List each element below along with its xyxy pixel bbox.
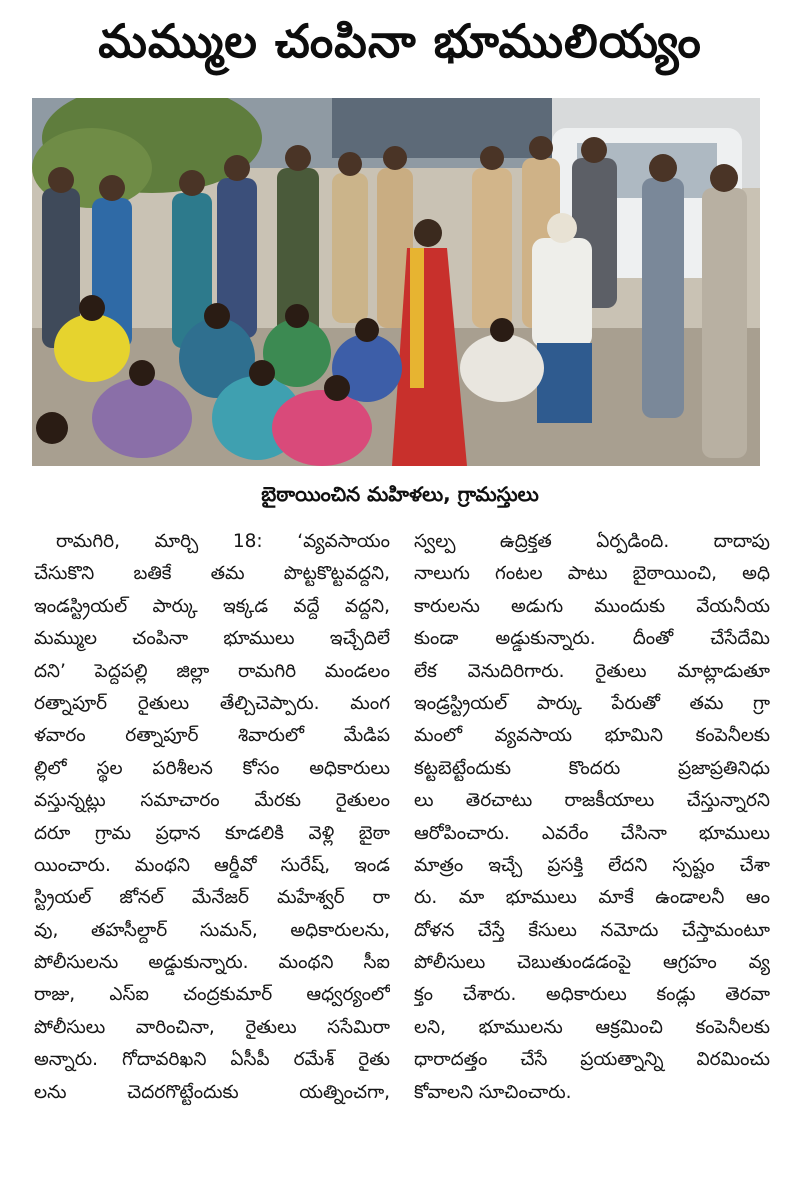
article-line: వు, తహసీల్దార్ సుమన్, అధికారులను,: [34, 919, 390, 941]
article-column-2: [414, 526, 770, 1109]
article-line: ఇండ్రస్ట్రియల్ పార్కు పేరుతో తమ గ్రా: [414, 692, 770, 714]
article-line: క్తం చేశారు. అధికారులు కండ్లు తెరవా: [414, 984, 770, 1006]
article-line: కట్టబెట్టేందుకు కొందరు ప్రజాప్రతినిధు: [414, 757, 770, 779]
article-line: స్వల్ప ఉద్రిక్తత ఏర్పడింది. దాదాపు: [414, 531, 770, 552]
article-line: రత్నాపూర్ రైతులు తేల్చిచెప్పారు. మంగ: [34, 692, 390, 714]
photo-caption: బైఠాయించిన మహిళలు, గ్రామస్తులు: [261, 481, 539, 506]
article-line: మాత్రం ఇచ్చే ప్రసక్తి లేదని స్పష్టం చేశా: [414, 854, 770, 876]
article-line: దరూ గ్రామ ప్రధాన కూడలికి వెళ్లి బైఠా: [34, 822, 390, 844]
article-line: ధారాదత్తం చేసే ప్రయత్నాన్ని విరమించు: [414, 1049, 770, 1071]
article-line: అన్నారు. గోదావరిఖని ఏసీపీ రమేశ్ రైతు: [34, 1049, 390, 1071]
article-line: పోలీసులు చెబుతుండడంపై ఆగ్రహం వ్య: [414, 952, 770, 974]
article-line: పోలీసులను అడ్డుకున్నారు. మంథని సీఐ: [34, 952, 390, 974]
article-line: లని, భూములను ఆక్రమించి కంపెనీలకు: [414, 1016, 770, 1038]
article-line: లు తెరచాటు రాజకీయాలు చేస్తున్నారని: [414, 790, 770, 812]
article-line: ఆరోపించారు. ఎవరేం చేసినా భూములు: [414, 822, 770, 844]
article-line: దని’ పెద్దపల్లి జిల్లా రామగిరి మండలం: [34, 660, 390, 682]
article-line: మంలో వ్యవసాయ భూమిని కంపెనీలకు: [414, 725, 770, 747]
article-line: దోళన చేస్తే కేసులు నమోదు చేస్తామంటూ: [414, 919, 770, 941]
article-line: ళవారం రత్నాపూర్ శివారులో మేడిప: [34, 725, 390, 747]
article-line: ఇండస్ట్రియల్ పార్కు ఇక్కడ వద్దే వద్దని,: [34, 595, 390, 617]
headline: మమ్ముల చంపినా భూములియ్యం: [98, 14, 702, 68]
article-line: మమ్ముల చంపినా భూములు ఇచ్చేదిలే: [34, 628, 390, 650]
photo-scene: [32, 98, 760, 466]
article-line: వస్తున్నట్లు సమాచారం మేరకు రైతులం: [34, 790, 390, 812]
news-photo: [32, 98, 760, 466]
article-line: యించారు. మంథని ఆర్డీవో సురేష్, ఇండ: [34, 854, 390, 876]
article-line: లేక వెనుదిరిగారు. రైతులు మాట్లాడుతూ: [414, 660, 770, 682]
article-line: రామగిరి, మార్చి 18: ‘వ్యవసాయం: [56, 531, 390, 552]
article-line: రాజు, ఎస్ఐ చంద్రకుమార్ ఆధ్వర్యంలో: [34, 984, 390, 1006]
article-line: పోలీసులు వారించినా, రైతులు ససేమిరా: [34, 1016, 390, 1038]
article-line: ల్లిలో స్థల పరిశీలన కోసం అధికారులు: [34, 757, 390, 779]
article-line: నాలుగు గంటల పాటు బైఠాయించి, అధి: [414, 563, 770, 585]
article-line: రు. మా భూములు మాకే ఉండాలనీ ఆం: [414, 887, 770, 909]
article-line: లను చెదరగొట్టేందుకు యత్నించగా,: [34, 1081, 390, 1103]
article-line: కారులను అడుగు ముందుకు వేయనీయ: [414, 595, 770, 617]
article-column-1: [34, 526, 390, 1109]
article-line: కోవాలని సూచించారు.: [414, 1081, 572, 1103]
article-line: చేసుకొని బతికే తమ పొట్టకొట్టవద్దని,: [34, 563, 390, 585]
article-line: కుండా అడ్డుకున్నారు. దీంతో చేసేదేమి: [414, 628, 770, 650]
article-line: స్ట్రియల్ జోనల్ మేనేజర్ మహేశ్వర్ రా: [34, 887, 390, 909]
